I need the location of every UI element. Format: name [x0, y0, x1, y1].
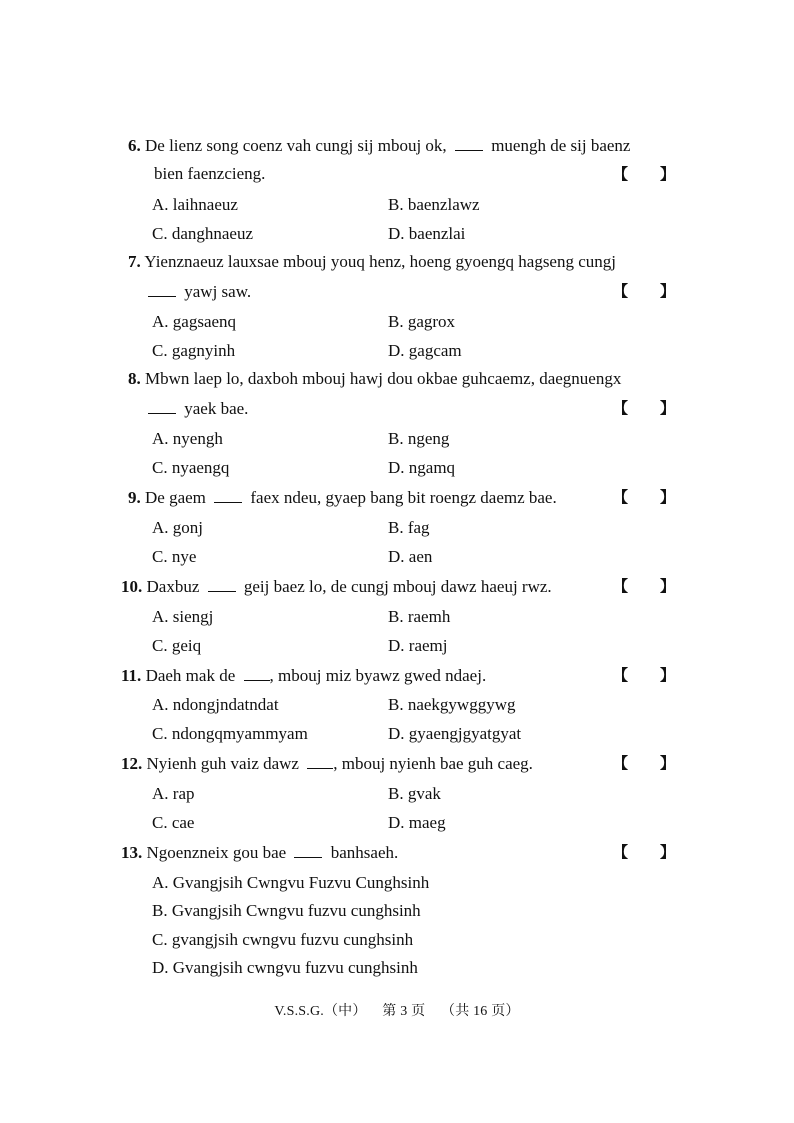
question-stem [121, 841, 398, 864]
question-number: 10. [121, 577, 143, 596]
bracket-left: 【 [613, 165, 629, 183]
answer-blank [244, 664, 270, 681]
option-a: A. siengj [152, 607, 214, 626]
stem-text: Ngoenzneix gou bae [146, 843, 287, 862]
answer-blank [294, 841, 322, 858]
bracket-left: 【 [613, 282, 629, 300]
bracket-left: 【 [613, 843, 629, 861]
option-a: A. ndongjndatndat [152, 695, 279, 714]
option-d: D. maeg [388, 813, 446, 832]
option-b: B. fag [388, 518, 430, 537]
answer-blank [307, 752, 333, 769]
option-c: C. ndongqmyammyam [152, 724, 308, 743]
bracket-right: 】 [660, 282, 676, 300]
question-number: 11. [121, 666, 142, 685]
stem-text: bien faenzcieng. [154, 164, 266, 183]
question-stem [121, 664, 486, 687]
stem-text: yawj saw. [184, 282, 252, 301]
question-number: 6. [128, 136, 141, 155]
bracket-right: 】 [660, 577, 676, 595]
option-a: A. gonj [152, 518, 203, 537]
stem-text: Mbwn laep lo, daxboh mbouj hawj dou okbae guhcaemz, daegnuengx [145, 369, 622, 388]
stem-text: banhsaeh. [330, 843, 399, 862]
option-b: B. gvak [388, 784, 441, 803]
option-c: C. gvangjsih cwngvu fuzvu cunghsinh [152, 930, 414, 949]
answer-bracket [613, 752, 675, 774]
question-stem [121, 752, 533, 775]
bracket-right: 】 [660, 754, 676, 772]
option-c: C. nye [152, 547, 197, 566]
answer-bracket [613, 664, 675, 686]
question-stem [128, 251, 616, 273]
answer-bracket [613, 163, 675, 185]
question-stem-continued [148, 397, 248, 420]
option-d: D. aen [388, 547, 433, 566]
bracket-right: 】 [660, 165, 676, 183]
question-stem [128, 486, 557, 509]
option-a: A. Gvangjsih Cwngvu Fuzvu Cunghsinh [152, 873, 430, 892]
option-a: A. rap [152, 784, 195, 803]
page-total: （共 16 页） [441, 1004, 520, 1019]
option-b: B. gagrox [388, 312, 456, 331]
answer-bracket [613, 575, 675, 597]
question-stem [128, 368, 621, 390]
option-d: D. gyaengjgyatgyat [388, 724, 522, 743]
exam-code: V.S.S.G.（中） [274, 1004, 367, 1019]
option-b: B. Gvangjsih Cwngvu fuzvu cunghsinh [152, 901, 421, 920]
question-stem [128, 134, 630, 157]
bracket-left: 【 [613, 666, 629, 684]
question-number: 13. [121, 843, 143, 862]
stem-text: Yienznaeuz lauxsae mbouj youq henz, hoeng gyoengq hagseng cungj [144, 252, 616, 271]
question-number: 12. [121, 754, 143, 773]
page-footer [0, 1002, 794, 1022]
answer-bracket [613, 841, 675, 863]
stem-text: Nyienh guh vaiz dawz [146, 754, 299, 773]
option-d: D. ngamq [388, 458, 456, 477]
option-c: C. danghnaeuz [152, 224, 254, 243]
option-c: C. nyaengq [152, 458, 230, 477]
bracket-right: 】 [660, 488, 676, 506]
stem-text: muengh de sij baenz [491, 136, 631, 155]
stem-text: Daeh mak de [145, 666, 236, 685]
stem-text: De lienz song coenz vah cungj sij mbouj ok, [145, 136, 447, 155]
answer-blank [214, 486, 242, 503]
bracket-left: 【 [613, 488, 629, 506]
answer-bracket [613, 486, 675, 508]
question-number: 7. [128, 252, 141, 271]
question-number: 9. [128, 488, 141, 507]
option-d: D. raemj [388, 636, 448, 655]
bracket-left: 【 [613, 577, 629, 595]
option-d: D. gagcam [388, 341, 462, 360]
option-c: C. gagnyinh [152, 341, 236, 360]
stem-text: , mbouj nyienh bae guh caeg. [333, 754, 533, 773]
option-a: A. nyengh [152, 429, 223, 448]
stem-text: geij baez lo, de cungj mbouj dawz haeuj rwz. [243, 577, 552, 596]
stem-text: faex ndeu, gyaep bang bit roengz daemz bae. [250, 488, 557, 507]
option-b: B. ngeng [388, 429, 450, 448]
answer-blank [148, 397, 176, 414]
page-number: 第 3 页 [382, 1004, 426, 1019]
option-c: C. geiq [152, 636, 202, 655]
answer-bracket [613, 397, 675, 419]
stem-text: De gaem [145, 488, 206, 507]
option-a: A. gagsaenq [152, 312, 237, 331]
option-d: D. baenzlai [388, 224, 466, 243]
answer-blank [148, 280, 176, 297]
bracket-right: 】 [660, 399, 676, 417]
stem-text: , mbouj miz byawz gwed ndaej. [269, 666, 487, 685]
answer-blank [208, 575, 236, 592]
bracket-right: 】 [660, 666, 676, 684]
option-a: A. laihnaeuz [152, 195, 238, 214]
option-c: C. cae [152, 813, 195, 832]
answer-blank [455, 134, 483, 151]
question-stem-continued [148, 280, 251, 303]
stem-text: yaek bae. [184, 399, 249, 418]
bracket-right: 】 [660, 843, 676, 861]
option-d: D. Gvangjsih cwngvu fuzvu cunghsinh [152, 958, 418, 977]
bracket-left: 【 [613, 754, 629, 772]
answer-bracket [613, 280, 675, 302]
stem-text: Daxbuz [146, 577, 200, 596]
option-b: B. raemh [388, 607, 451, 626]
question-stem [121, 575, 552, 598]
question-stem-continued [154, 163, 265, 185]
option-b: B. baenzlawz [388, 195, 480, 214]
bracket-left: 【 [613, 399, 629, 417]
question-number: 8. [128, 369, 141, 388]
option-b: B. naekgywggywg [388, 695, 516, 714]
